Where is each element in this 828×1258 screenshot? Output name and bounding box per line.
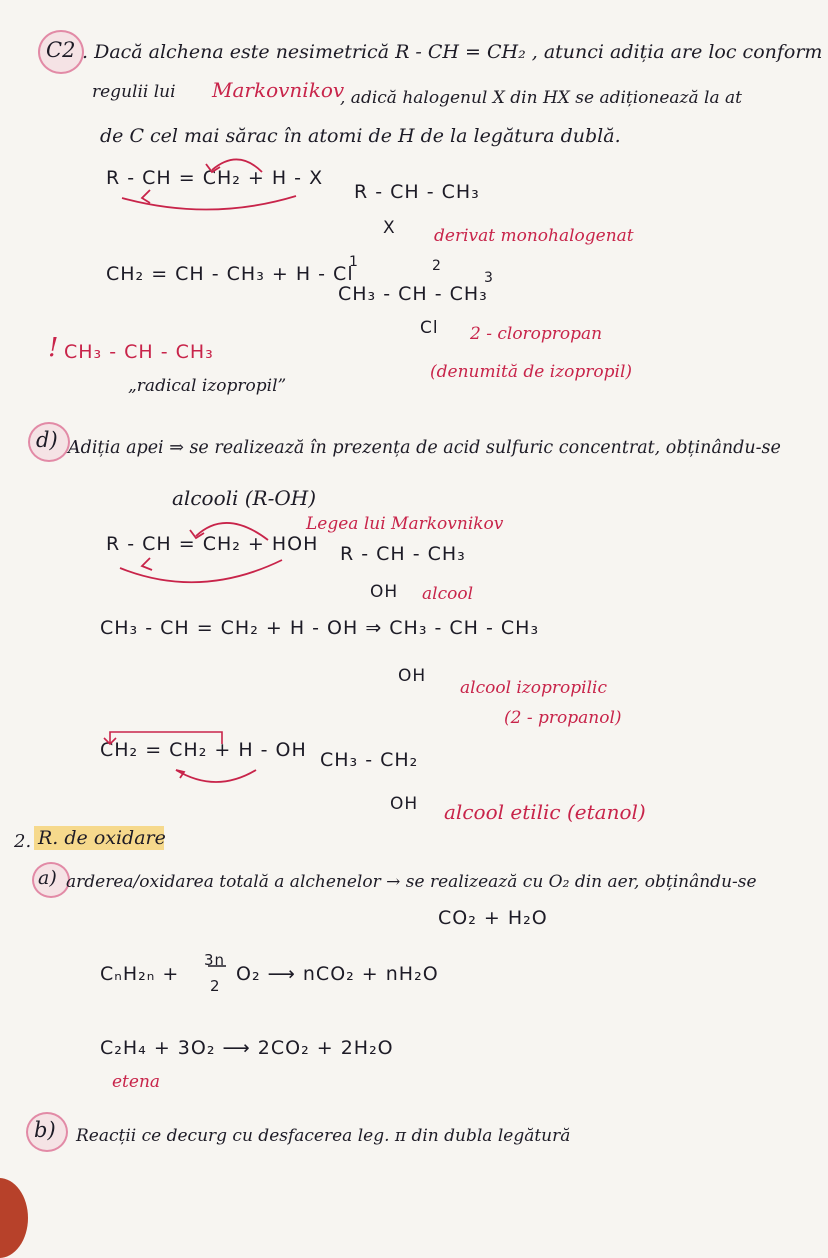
d-eq1-sub: OH — [370, 582, 399, 602]
c-eq2-note: (denumită de izopropil) — [430, 362, 633, 382]
c-eq2-name: 2 - cloropropan — [470, 324, 603, 344]
ox-general-right: O₂ ⟶ nCO₂ + nH₂O — [236, 963, 439, 985]
ox-a-line-1: arderea/oxidarea totală a alchenelor → se realizează cu O₂ din aer, obținându-se — [66, 872, 757, 892]
ox-frac-den: 2 — [210, 977, 221, 995]
marker-b: b) — [34, 1118, 56, 1142]
c-eq2-num-2: 2 — [432, 258, 442, 274]
exclamation-mark: ! — [48, 333, 59, 363]
d-eq3-sub: OH — [390, 794, 419, 814]
ox-number: 2. — [14, 831, 32, 852]
marker-d: d) — [36, 428, 58, 452]
radical-formula: CH₃ - CH - CH₃ — [64, 341, 214, 363]
finger-image — [0, 1178, 28, 1258]
c-eq1-right: R - CH - CH₃ — [354, 181, 480, 203]
d-eq3-left: CH₂ = CH₂ + H - OH — [100, 739, 307, 761]
c-eq2-right: CH₃ - CH - CH₃ — [338, 283, 488, 305]
marker-c: C2 — [46, 38, 76, 62]
c-eq1-label: derivat monohalogenat — [434, 226, 634, 246]
d-eq3-right: CH₃ - CH₂ — [320, 749, 419, 771]
c-eq2-num-1: 1 — [349, 254, 359, 270]
d-eq1-label: alcool — [422, 584, 473, 604]
ox-example-label: etena — [112, 1072, 161, 1092]
markovnikov-name: Markovnikov — [212, 78, 345, 102]
c-line-3: de C cel mai sărac în atomi de H de la legătura dublă. — [100, 125, 621, 147]
ox-frac-num: 3n — [204, 951, 226, 969]
ox-general-left: CₙH₂ₙ + — [100, 963, 180, 985]
ox-a-line-2: CO₂ + H₂O — [438, 907, 548, 929]
d-eq2-note: (2 - propanol) — [504, 708, 622, 728]
d-eq2-name: alcool izopropilic — [460, 678, 607, 698]
d-eq3-name: alcool etilic (etanol) — [444, 800, 646, 824]
marker-a: a) — [38, 867, 57, 889]
radical-label: „radical izopropil” — [128, 376, 287, 396]
d-eq1-right: R - CH - CH₃ — [340, 543, 466, 565]
c-eq2-sub: Cl — [420, 318, 439, 338]
c-eq1-sub: X — [383, 218, 396, 238]
ox-b-line: Reacții ce decurg cu desfacerea leg. π din dubla legătură — [76, 1126, 571, 1146]
d-line-1: Adiția apei ⇒ se realizează în prezența de acid sulfuric concentrat, obținându-se — [68, 438, 781, 458]
ox-example: C₂H₄ + 3O₂ ⟶ 2CO₂ + 2H₂O — [100, 1037, 394, 1059]
d-eq2-sub: OH — [398, 666, 427, 686]
d-line-2: alcooli (R-OH) — [172, 486, 317, 510]
c-eq2-num-3: 3 — [484, 270, 494, 286]
d-eq2: CH₃ - CH = CH₂ + H - OH ⇒ CH₃ - CH - CH₃ — [100, 617, 540, 639]
c-line-1: . Dacă alchena este nesimetrică R - CH = CH₂ , atunci adiția are loc conform — [82, 41, 823, 63]
c-line-2b: , adică halogenul X din HX se adiționează la at — [340, 88, 742, 108]
d-eq1-left: R - CH = CH₂ + HOH — [106, 533, 319, 555]
c-eq2-left: CH₂ = CH - CH₃ + H - Cl — [106, 263, 354, 285]
c-eq1-left: R - CH = CH₂ + H - X — [106, 167, 324, 189]
markovnikov-rule-note: Legea lui Markovnikov — [306, 514, 504, 534]
ox-title: R. de oxidare — [38, 827, 166, 849]
c-line-2a: regulii lui — [92, 82, 176, 102]
